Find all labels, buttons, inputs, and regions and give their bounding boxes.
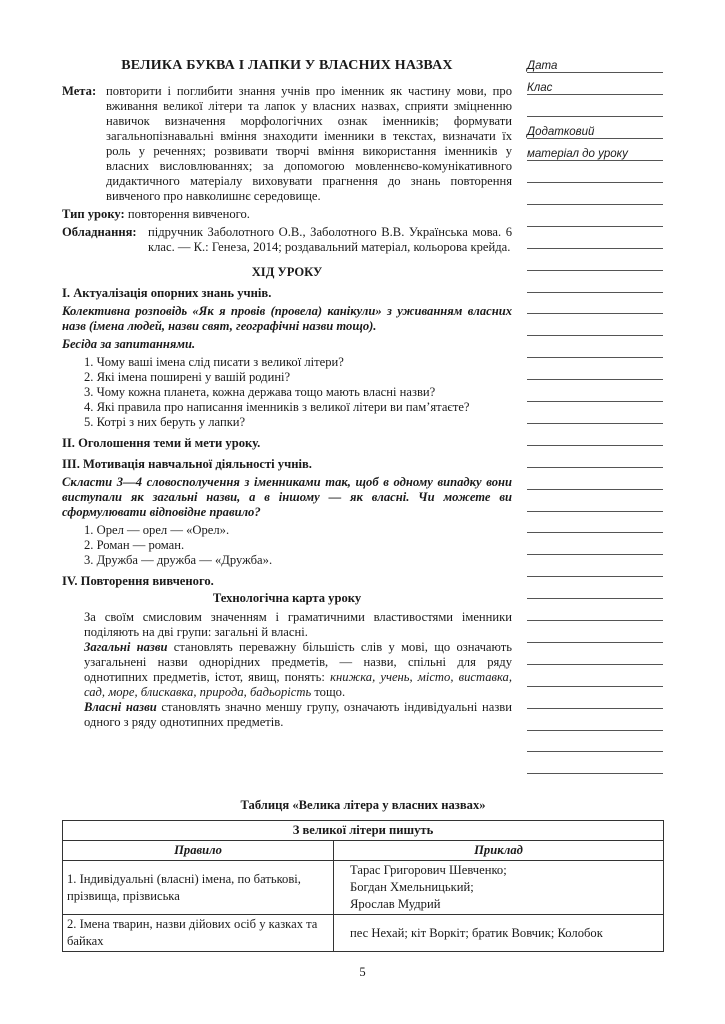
aim-label: Мета: bbox=[62, 84, 97, 98]
note-line bbox=[527, 204, 663, 205]
table-row bbox=[63, 915, 664, 952]
list-item: 4. Які правила про написання іменників з великої літери ви пам’ятаєте? bbox=[84, 400, 470, 414]
note-line bbox=[527, 226, 663, 227]
list-item: 1. Чому ваші імена слід писати з великої літери? bbox=[84, 355, 344, 369]
question-list bbox=[84, 355, 512, 430]
column-rule: Правило bbox=[63, 841, 334, 861]
example-line: Ярослав Мудрий bbox=[350, 897, 441, 911]
note-line bbox=[527, 598, 663, 599]
paragraph-3-text: становлять значно меншу групу, означають індивідуальні назви одного з ряду однотипних предметів. bbox=[84, 700, 512, 729]
list-item: 1. Орел — орел — «Орел». bbox=[84, 523, 230, 537]
blank-line bbox=[527, 116, 663, 117]
example-list bbox=[84, 523, 512, 568]
paragraph-2-tail: тощо. bbox=[311, 685, 346, 699]
note-line bbox=[527, 335, 663, 336]
note-line bbox=[527, 773, 663, 774]
column-example: Приклад bbox=[334, 841, 664, 861]
note-line bbox=[527, 357, 663, 358]
note-line bbox=[527, 248, 663, 249]
note-line bbox=[527, 401, 663, 402]
note-line bbox=[527, 751, 663, 752]
note-line bbox=[527, 620, 663, 621]
list-item: 2. Які імена поширені у вашій родині? bbox=[84, 370, 291, 384]
extra-material-label-2: матеріал до уроку bbox=[527, 148, 628, 160]
note-line bbox=[527, 511, 663, 512]
page-number: 5 bbox=[359, 965, 366, 979]
note-line bbox=[527, 532, 663, 533]
term-common-names: Загальні назви bbox=[84, 640, 168, 654]
note-line bbox=[527, 467, 663, 468]
lesson-plan bbox=[62, 58, 512, 730]
paragraph-3 bbox=[84, 700, 512, 730]
list-item: 3. Дружба — дружба — «Дружба». bbox=[84, 553, 273, 567]
table-row bbox=[63, 861, 664, 915]
section-4-subheading: Технологічна карта уроку bbox=[212, 591, 362, 605]
note-line bbox=[527, 445, 663, 446]
note-line bbox=[527, 642, 663, 643]
equipment-text: підручник Заболотного О.В., Заболотного В.В. Українська мова. 6 клас. — К.: Генеза, 2014; роздавальний матеріал, кольорова крейда. bbox=[148, 225, 512, 254]
term-proper-names: Власні назви bbox=[84, 700, 157, 714]
note-line bbox=[527, 423, 663, 424]
note-line bbox=[527, 182, 663, 183]
note-line bbox=[527, 489, 663, 490]
section-4-body bbox=[84, 610, 512, 730]
aim-text: повторити і поглибити знання учнів про іменник як частину мови, про вживання великої літери та лапок у власних назвах, сприяти зміцненню навичок визначення морфологічних ознак іменників; формувати загальнопізнавальні вміння знаходити іменники в текстах, визначати їх роль у реченнях; розвивати творчі вміння використання іменників у власних висловлюваннях; за допомогою мовленнєво-комунікативного дидактичного матеріалу виховувати прагнення до знань повторення вивченого про навколишнє середовище. bbox=[106, 84, 512, 203]
paragraph-1: За своїм смисловим значенням і граматичними властивостями іменники поділяють на дві групи: загальні й власні. bbox=[84, 610, 512, 639]
table-header: З великої літери пишуть bbox=[63, 821, 664, 841]
course-heading: ХІД УРОКУ bbox=[251, 265, 323, 279]
section-2-heading: II. Оголошення теми й мети уроку. bbox=[62, 436, 261, 450]
class-line bbox=[527, 94, 663, 95]
table-column-row bbox=[63, 841, 664, 861]
note-line bbox=[527, 270, 663, 271]
lesson-type bbox=[62, 207, 512, 222]
date-line bbox=[527, 72, 663, 73]
extra-line bbox=[527, 160, 663, 161]
note-line bbox=[527, 708, 663, 709]
note-line bbox=[527, 576, 663, 577]
section-3-heading: III. Мотивація навчальної діяльності учнів. bbox=[62, 457, 312, 471]
example-cell bbox=[334, 861, 664, 915]
note-line bbox=[527, 313, 663, 314]
note-line bbox=[527, 554, 663, 555]
section-1-task: Колективна розповідь «Як я провів (провела) канікули» з уживанням власних назв (імена людей, назви свят, географічні назви тощо). bbox=[62, 304, 512, 333]
example-cell: пес Нехай; кіт Воркіт; братик Вовчик; Колобок bbox=[334, 915, 664, 952]
paragraph-2 bbox=[84, 640, 512, 700]
equipment-block bbox=[62, 225, 512, 255]
table-header-row bbox=[63, 821, 664, 841]
paragraph-2-examples: книжка, учень, місто, виставка, сад, море, блискавка, природа, бадьорість bbox=[84, 670, 512, 699]
rules-table bbox=[62, 820, 664, 952]
talk-label: Бесіда за запитаннями. bbox=[62, 337, 196, 351]
rule-cell: 2. Імена тварин, назви дійових осіб у казках та байках bbox=[63, 915, 334, 952]
date-label: Дата bbox=[527, 60, 558, 72]
equipment-label: Обладнання: bbox=[62, 225, 137, 239]
table-caption: Таблиця «Велика літера у власних назвах» bbox=[240, 798, 486, 812]
page-title: ВЕЛИКА БУКВА І ЛАПКИ У ВЛАСНИХ НАЗВАХ bbox=[121, 58, 453, 73]
example-line: Тарас Григорович Шевченко; bbox=[350, 863, 507, 877]
extra-line bbox=[527, 138, 663, 139]
extra-material-label-1: Додатковий bbox=[527, 126, 595, 138]
lesson-type-text: повторення вивченого. bbox=[127, 207, 250, 221]
list-item: 2. Роман — роман. bbox=[84, 538, 185, 552]
list-item: 5. Котрі з них беруть у лапки? bbox=[84, 415, 246, 429]
note-line bbox=[527, 292, 663, 293]
example-line: Богдан Хмельницький; bbox=[350, 880, 474, 894]
note-line bbox=[527, 664, 663, 665]
section-3-task: Скласти 3—4 словосполучення з іменниками так, щоб в одному випадку вони виступали як загальні назви, а в іншому — як власні. Чи можете ви сформулювати відповідне правило? bbox=[62, 475, 512, 519]
section-1-heading: I. Актуалізація опорних знань учнів. bbox=[62, 286, 272, 300]
note-line bbox=[527, 686, 663, 687]
list-item: 3. Чому кожна планета, кожна держава тощо мають власні назви? bbox=[84, 385, 436, 399]
paragraph-2-text: становлять переважну більшість слів у мові, що означають узагальнені назви однорідних предметів, — назви, спільні для ряду однотипних предметів, істот, явищ, понять: bbox=[84, 640, 513, 684]
lesson-type-label: Тип уроку: bbox=[62, 207, 125, 221]
note-line bbox=[527, 379, 663, 380]
aim-block bbox=[62, 84, 512, 204]
class-label: Клас bbox=[527, 82, 553, 94]
rule-cell: 1. Індивідуальні (власні) імена, по батькові, прізвища, прізвиська bbox=[63, 861, 334, 915]
section-4-heading: IV. Повторення вивченого. bbox=[62, 574, 214, 588]
note-line bbox=[527, 730, 663, 731]
